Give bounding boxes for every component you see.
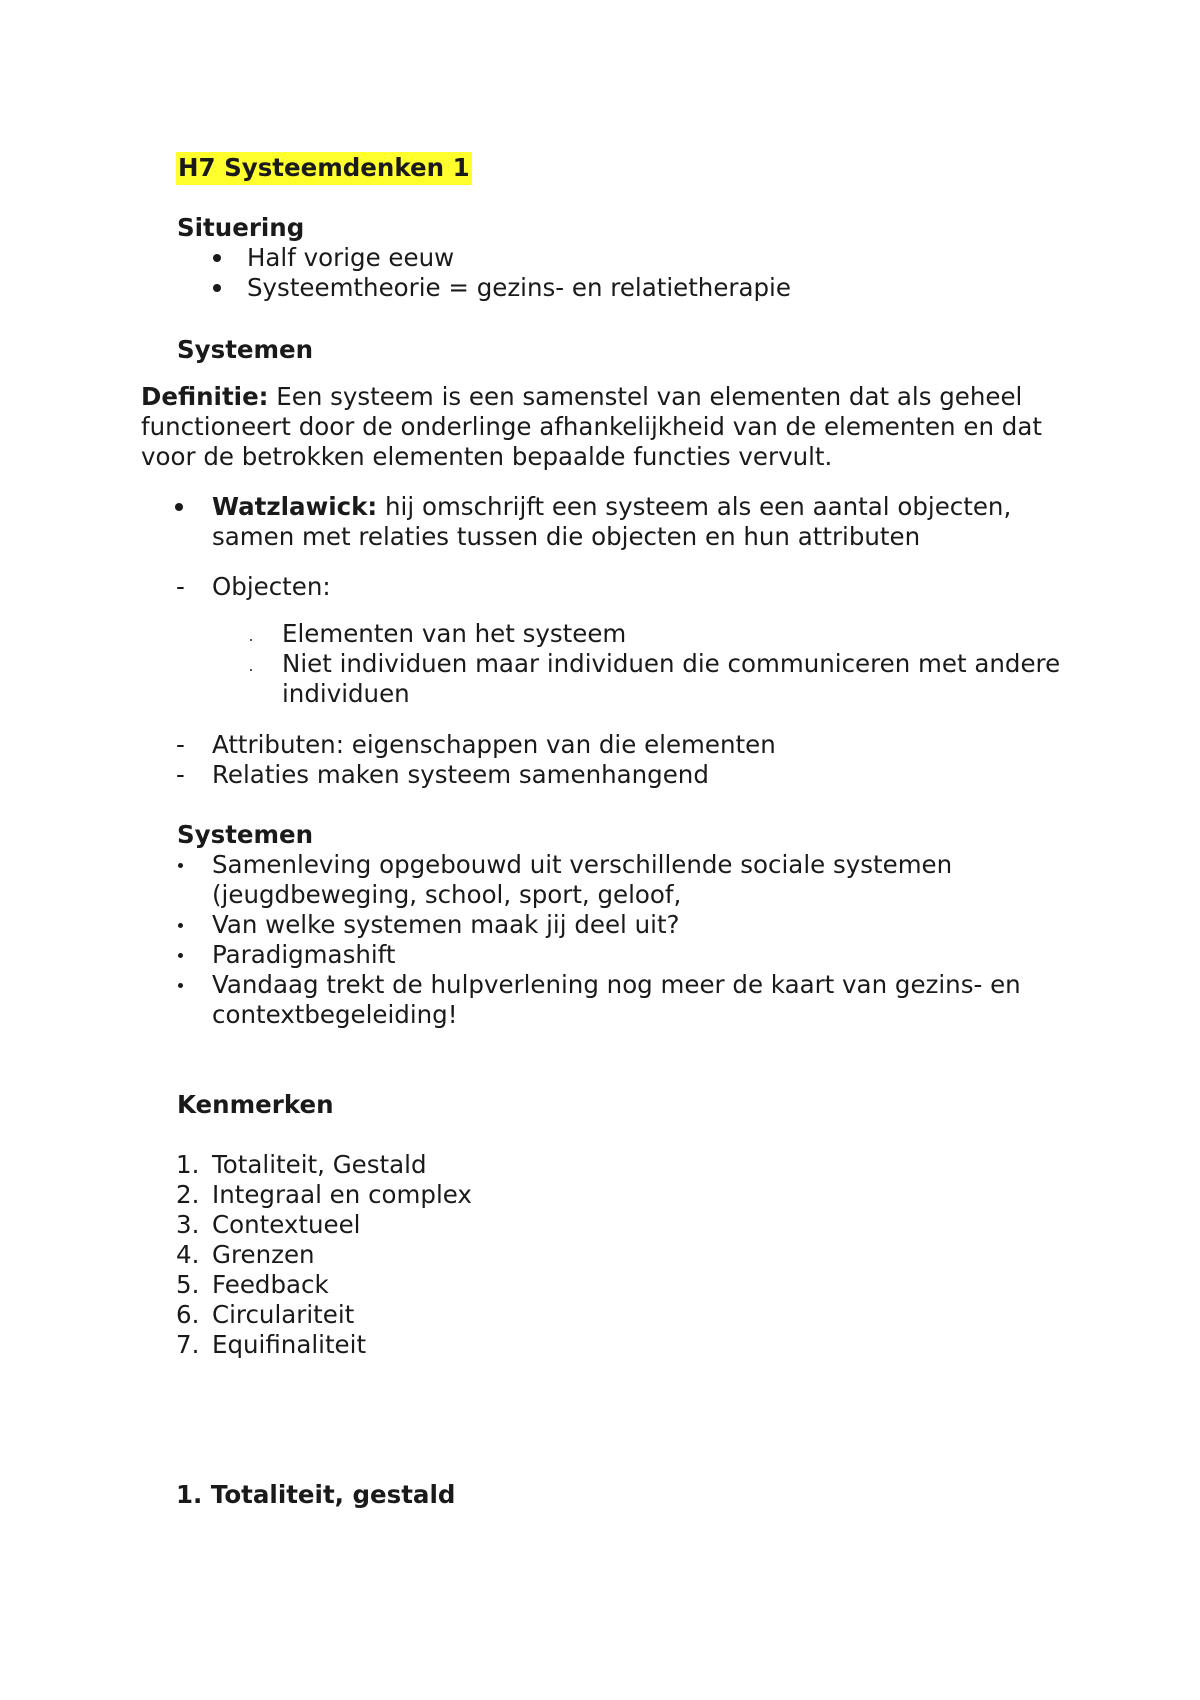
definition-line <box>141 382 1022 412</box>
item-label: Grenzen <box>212 1240 315 1269</box>
item-label: Equifinaliteit <box>212 1330 367 1359</box>
list-item-text: Samenleving opgebouwd uit verschillende sociale systemen <box>212 850 953 879</box>
list-item-continuation: contextbegeleiding! <box>212 1000 458 1029</box>
list-item-text: Van welke systemen maak jij deel uit? <box>212 910 680 939</box>
bullet-icon <box>213 284 221 292</box>
list-item-text: Attributen: eigenschappen van die elementen <box>212 730 776 759</box>
list-item-text: Objecten: <box>212 572 331 601</box>
sub-bullet-icon <box>250 639 252 641</box>
bullet-icon <box>175 503 183 511</box>
list-item-text: Relaties maken systeem samenhangend <box>212 760 709 789</box>
list-item-continuation: samen met relaties tussen die objecten en hun attributen <box>212 522 921 551</box>
item-label: Feedback <box>212 1270 329 1299</box>
item-number: 4. <box>176 1240 200 1269</box>
list-item-text: Half vorige eeuw <box>247 243 455 272</box>
heading-situering: Situering <box>177 213 305 242</box>
item-label: Integraal en complex <box>212 1180 472 1209</box>
item-number: 5. <box>176 1270 200 1299</box>
sub-bullet-icon <box>250 669 252 671</box>
list-item-continuation: (jeugdbeweging, school, sport, geloof, <box>212 880 682 909</box>
list-item-text: Paradigmashift <box>212 940 396 969</box>
watzlawick-label: Watzlawick: <box>212 492 378 521</box>
document-title <box>176 153 472 183</box>
sub-list-item-continuation: individuen <box>282 679 410 708</box>
heading-systemen: Systemen <box>177 820 314 849</box>
item-label: Contextueel <box>212 1210 361 1239</box>
list-item-text: Systeemtheorie = gezins- en relatietherapie <box>247 273 791 302</box>
watzlawick-text: hij omschrijft een systeem als een aantal objecten, <box>377 492 1012 521</box>
list-item-text <box>212 492 1011 522</box>
dash-marker: - <box>176 572 185 601</box>
list-item-text: Vandaag trekt de hulpverlening nog meer de kaart van gezins- en <box>212 970 1021 999</box>
heading-systemen: Systemen <box>177 335 314 364</box>
bullet-icon <box>178 953 183 958</box>
sub-list-item-text: Elementen van het systeem <box>282 619 627 648</box>
section-heading: 1. Totaliteit, gestald <box>176 1480 456 1509</box>
title-highlight: H7 Systeemdenken 1 <box>176 152 472 185</box>
item-number: 6. <box>176 1300 200 1329</box>
bullet-icon <box>178 923 183 928</box>
dash-marker: - <box>176 760 185 789</box>
bullet-icon <box>178 863 183 868</box>
definition-line: functioneert door de onderlinge afhankelijkheid van de elementen en dat <box>141 412 1042 441</box>
item-number: 2. <box>176 1180 200 1209</box>
sub-list-item-text: Niet individuen maar individuen die communiceren met andere <box>282 649 1061 678</box>
definition-line: voor de betrokken elementen bepaalde functies vervult. <box>141 442 833 471</box>
item-number: 7. <box>176 1330 200 1359</box>
heading-kenmerken: Kenmerken <box>177 1090 334 1119</box>
bullet-icon <box>178 983 183 988</box>
bullet-icon <box>213 254 221 262</box>
dash-marker: - <box>176 730 185 759</box>
item-label: Circulariteit <box>212 1300 355 1329</box>
definition-label: Definitie: <box>141 382 269 411</box>
item-number: 1. <box>176 1150 200 1179</box>
definition-text: Een systeem is een samenstel van elementen dat als geheel <box>268 382 1023 411</box>
item-label: Totaliteit, Gestald <box>212 1150 427 1179</box>
item-number: 3. <box>176 1210 200 1239</box>
